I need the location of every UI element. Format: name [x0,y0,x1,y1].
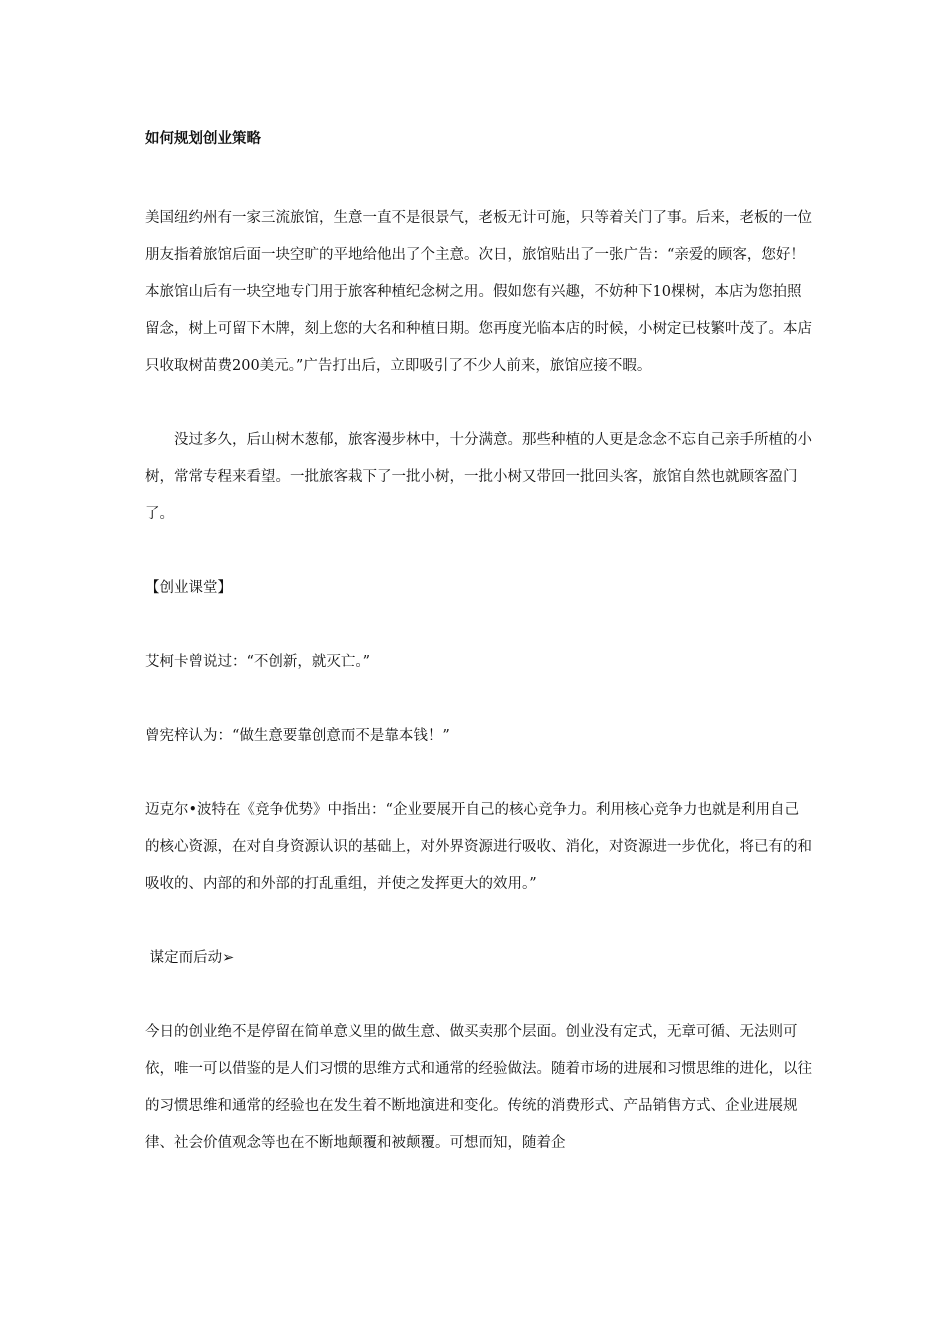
spacer [145,151,813,200]
paragraph-entrepreneurship: 今日的创业绝不是停留在简单意义里的做生意、做买卖那个层面。创业没有定式，无章可循、无法则可依，唯一可以借鉴的是人们习惯的思维方式和通常的经验做法。随着市场的进展和习惯思维的进化，以往的习惯思维和通常的经验也在发生着不断地演进和变化。传统的消费形式、产品销售方式、企业进展规律、社会价值观念等也在不断地颠覆和被颠覆。可想而知，随着企 [145,1024,812,1151]
spacer [145,755,813,792]
spacer [145,533,813,570]
paragraph-result: 没过多久，后山树木葱郁，旅客漫步林中，十分满意。那些种植的人更是念念不忘自己亲手所植的小树，常常专程来看望。一批旅客栽下了一批小树，一批小树又带回一批回头客，旅馆自然也就顾客盈门了。 [145,432,812,522]
quote-porter: 迈克尔•波特在《竞争优势》中指出：“企业要展开自己的核心竞争力。利用核心竞争力也就是利用自己的核心资源，在对自身资源认识的基础上，对外界资源进行吸收、消化，对资源进一步优化，将已有的和吸收的、内部的和外部的打乱重组，并使之发挥更大的效用。” [145,802,812,892]
spacer [145,607,813,644]
section-heading-classroom: 【创业课堂】 [145,580,232,596]
spacer [145,903,813,940]
spacer [145,977,813,1014]
spacer [145,385,813,422]
quote-zeng: 曾宪梓认为：“做生意要靠创意而不是靠本钱！” [145,728,450,744]
document-title: 如何规划创业策略 [145,131,261,147]
document-content [145,127,813,1162]
section-heading-plan: 谋定而后动➢ [145,950,235,966]
spacer [145,681,813,718]
quote-iacocca: 艾柯卡曾说过：“不创新，就灭亡。” [145,654,371,670]
paragraph-hotel-story: 美国纽约州有一家三流旅馆，生意一直不是很景气，老板无计可施，只等着关门了事。后来，老板的一位朋友指着旅馆后面一块空旷的平地给他出了个主意。次日，旅馆贴出了一张广告：“亲爱的顾客，您好！本旅馆山后有一块空地专门用于旅客种植纪念树之用。假如您有兴趣，不妨种下10棵树，本店为您拍照留念，树上可留下木牌，刻上您的大名和种植日期。您再度光临本店的时候，小树定已枝繁叶茂了。本店只收取树苗费200美元。”广告打出后，立即吸引了不少人前来，旅馆应接不暇。 [145,210,812,374]
